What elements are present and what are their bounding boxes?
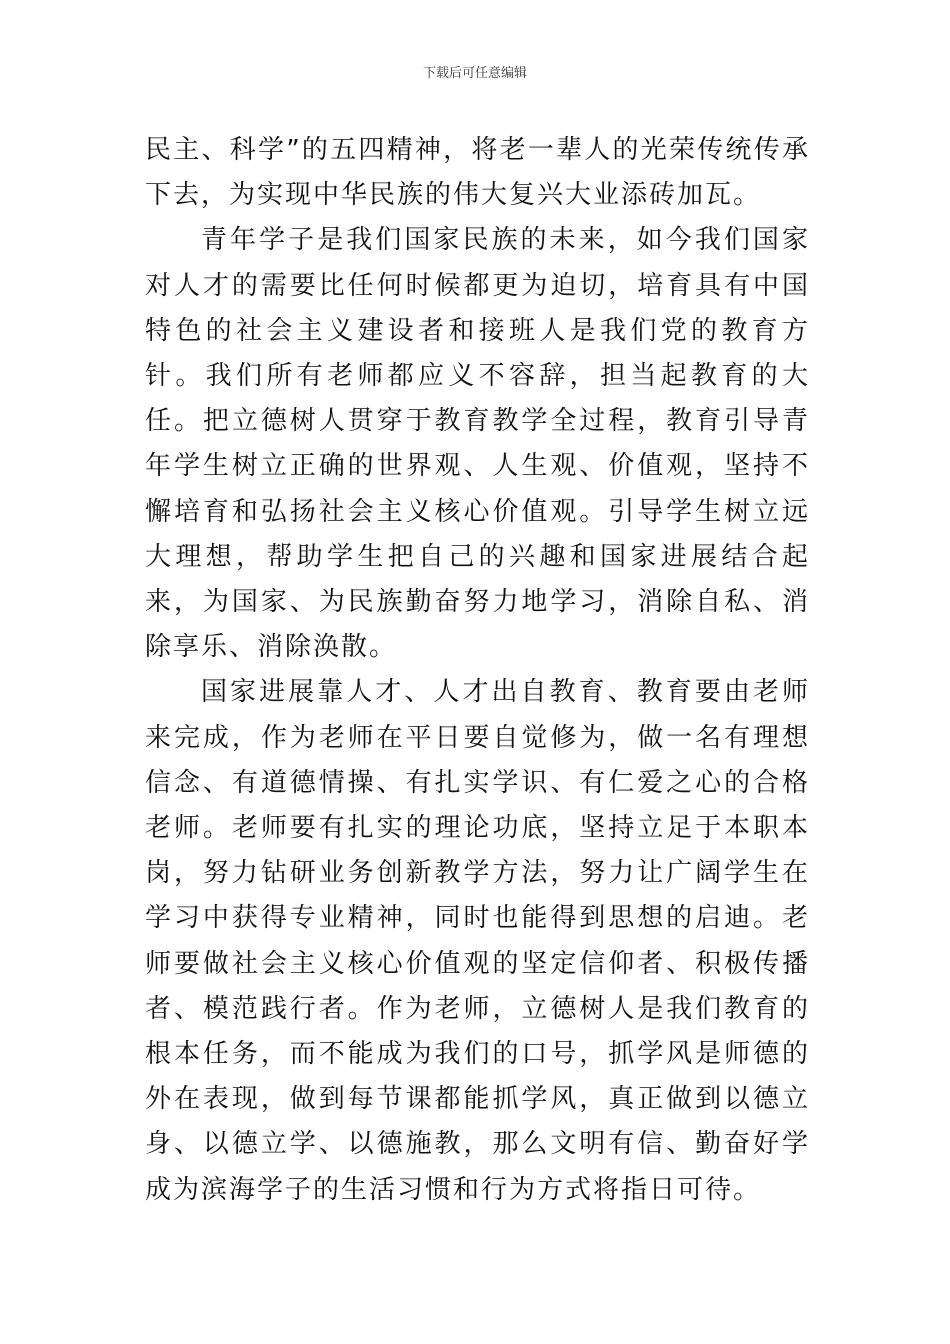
page-header: 下载后可任意编辑: [422, 66, 527, 81]
paragraph-youth: 青年学子是我们国家民族的未来，如今我们国家对人才的需要比任何时候都更为迫切，培育具有中国特色的社会主义建设者和接班人是我们党的教育方针。我们所有老师都应义不容辞，担当起教育的大任。把立德树人贯穿于教育教学全过程，教育引导青年学生树立正确的世界观、人生观、价值观，坚持不懈培育和弘扬社会主义核心价值观。引导学生树立远大理想，帮助学生把自己的兴趣和国家进展结合起来，为国家、为民族勤奋努力地学习，消除自私、消除享乐、消除涣散。: [145, 225, 810, 663]
paragraph-continuation: 民主、科学”的五四精神，将老一辈人的光荣传统传承下去，为实现中华民族的伟大复兴大业添砖加瓦。: [145, 135, 810, 211]
document-body: [145, 128, 810, 1213]
paragraph-teachers: 国家进展靠人才、人才出自教育、教育要由老师来完成，作为老师在平日要自觉修为，做一名有理想信念、有道德情操、有扎实学识、有仁爱之心的合格老师。老师要有扎实的理论功底，坚持立足于本职本岗，努力钻研业务创新教学方法，努力让广阔学生在学习中获得专业精神，同时也能得到思想的启迪。老师要做社会主义核心价值观的坚定信仰者、积极传播者、模范践行者。作为老师，立德树人是我们教育的根本任务，而不能成为我们的口号，抓学风是师德的外在表现，做到每节课都能抓学风，真正做到以德立身、以德立学、以德施教，那么文明有信、勤奋好学成为滨海学子的生活习惯和行为方式将指日可待。: [145, 677, 810, 1205]
